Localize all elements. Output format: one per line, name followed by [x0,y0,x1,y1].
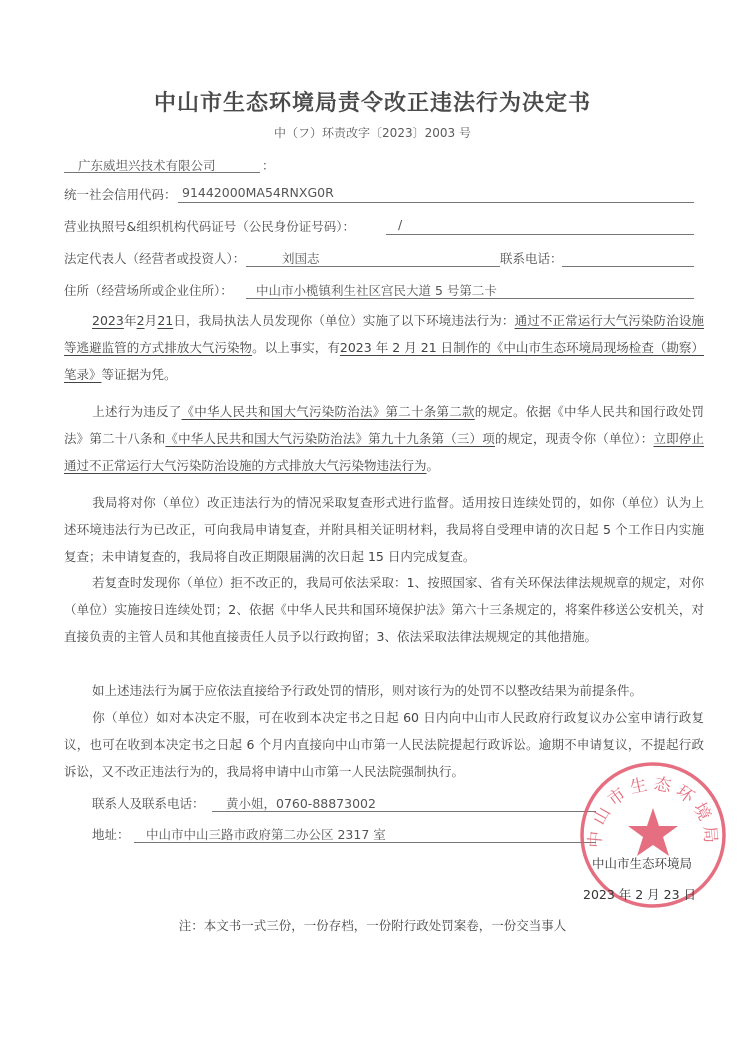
office-address-value: 中山市中山三路市政府第二办公区 2317 室 [146,827,386,842]
address-value: 中山市小榄镇利生社区宫民大道 5 号第二卡 [256,283,497,298]
credit-code-label: 统一社会信用代码： [64,187,177,202]
document-title: 中山市生态环境局责令改正违法行为决定书 [153,90,591,116]
office-address-underline [134,842,596,843]
credit-code-value: 91442000MA54RNXG0R [182,185,334,200]
party-name: 广东威坦兴技术有限公司 [78,158,216,173]
sign-date: 2023 年 2 月 23 日 [583,887,697,902]
office-address-label: 地址： [92,827,130,842]
consequences-text: 若复查时发现你（单位）拒不改正的，我局可依法采取：1、按照国家、省有关环保法律法规规章的规定，对你（单位）实施按日连续处罚；2、依据《中华人民共和国环境保护法》第六十三条规定的，将案件移送公安机关，对直接负责的主管人员和其他直接责任人员予以行政拘留；3、依法采取法律法规规定的其他措施。 [64,575,704,644]
violated-law: 《中华人民共和国大气污染防治法》第二十条第二款 [181,404,475,419]
paragraph-facts [64,307,704,388]
address-label: 住所（经营场所或企业住所）： [64,283,233,298]
contact-phone-label: 联系电话： [500,251,563,266]
facts-text-a: 日，我局执法人员发现你（单位）实施了以下环境违法行为： [173,313,515,328]
month-char: 月 [144,313,158,328]
evidence-text: 2023 年 2 月 21 日制作的《中山市生态环境局现场检查（勘察）笔录》 [64,340,704,382]
contact-value: 黄小姐，0760-88873002 [226,796,376,811]
signer-name: 中山市生态环境局 [592,856,693,871]
date-day: 21 [157,313,174,328]
paragraph-review [64,489,704,570]
contact-phone-underline [562,266,694,267]
penalty-note-text: 如上述违法行为属于应依法直接给予行政处罚的情形，则对该行为的处罚不以整改结果为前提条件。 [92,683,643,698]
paragraph-consequences [64,569,704,650]
violation-text: 通过不正常运行大气污染防治设施等逃避监管的方式排放大气污染物 [64,313,704,355]
year-char: 年 [123,313,137,328]
review-text: 我局将对你（单位）改正违法行为的情况采取复查形式进行监督。适用按日连续处罚的，如你（单位）认为上述环境违法行为已改正，可向我局申请复查，并附具相关证明材料，我局将自受理申请的次日起 5 个工作日内实施复查；未申请复查的，我局将自改正期限届满的次日起 15 日内完成复查。 [64,495,704,564]
legal-rep-label: 法定代表人（经营者或投资人）： [64,251,246,266]
legal-rep-value: 刘国志 [282,251,320,266]
license-underline [386,234,694,235]
paragraph-legal-basis [64,398,704,479]
party-name-underline [64,172,260,173]
seal-text: 中山市生态环境局 [585,774,721,849]
party-name-suffix: ： [262,158,275,173]
basis-text-d: 。 [426,458,440,473]
date-month: 2 [136,313,145,328]
credit-code-underline [178,202,694,203]
address-underline [246,298,694,299]
contact-underline [212,811,596,812]
facts-text-b: 。以上事实，有 [252,340,340,355]
order-text: 立即停止通过不正常运行大气污染防治设施的方式排放大气污染物违法行为 [64,431,704,473]
footnote: 注：本文书一式三份，一份存档，一份附行政处罚案卷，一份交当事人 [178,918,567,933]
penalty-law: 《中华人民共和国大气污染防治法》第九十九条第（三）项 [165,431,495,446]
basis-text-c: 的规定，现责令你（单位）： [494,431,654,446]
basis-text-b: 的规定。依据《中华人民共和国行政处罚法》第二十八条和 [64,404,704,446]
document-number: 中（フ）环责改字〔2023〕2003 号 [274,126,471,140]
date-year: 2023 [92,313,124,328]
facts-text-c: 等证据为凭。 [101,367,177,382]
contact-label: 联系人及联系电话： [92,796,205,811]
basis-text-a: 上述行为违反了 [92,404,182,419]
license-label: 营业执照号&组织机构代码证号（公民身份证号码）： [64,219,355,234]
paragraph-penalty-note [64,677,704,704]
legal-rep-underline [246,266,500,267]
license-value: / [398,217,403,232]
appeal-text: 你（单位）如对本决定不服，可在收到本决定书之日起 60 日内向中山市人民政府行政复议办公室申请行政复议，也可在收到本决定书之日起 6 个月内直接向中山市第一人民法院提起行政诉讼。逾期不申请复议，不提起行政诉讼，又不改正违法行为的，我局将申请中山市第一人民法院强制执行。 [64,710,704,779]
